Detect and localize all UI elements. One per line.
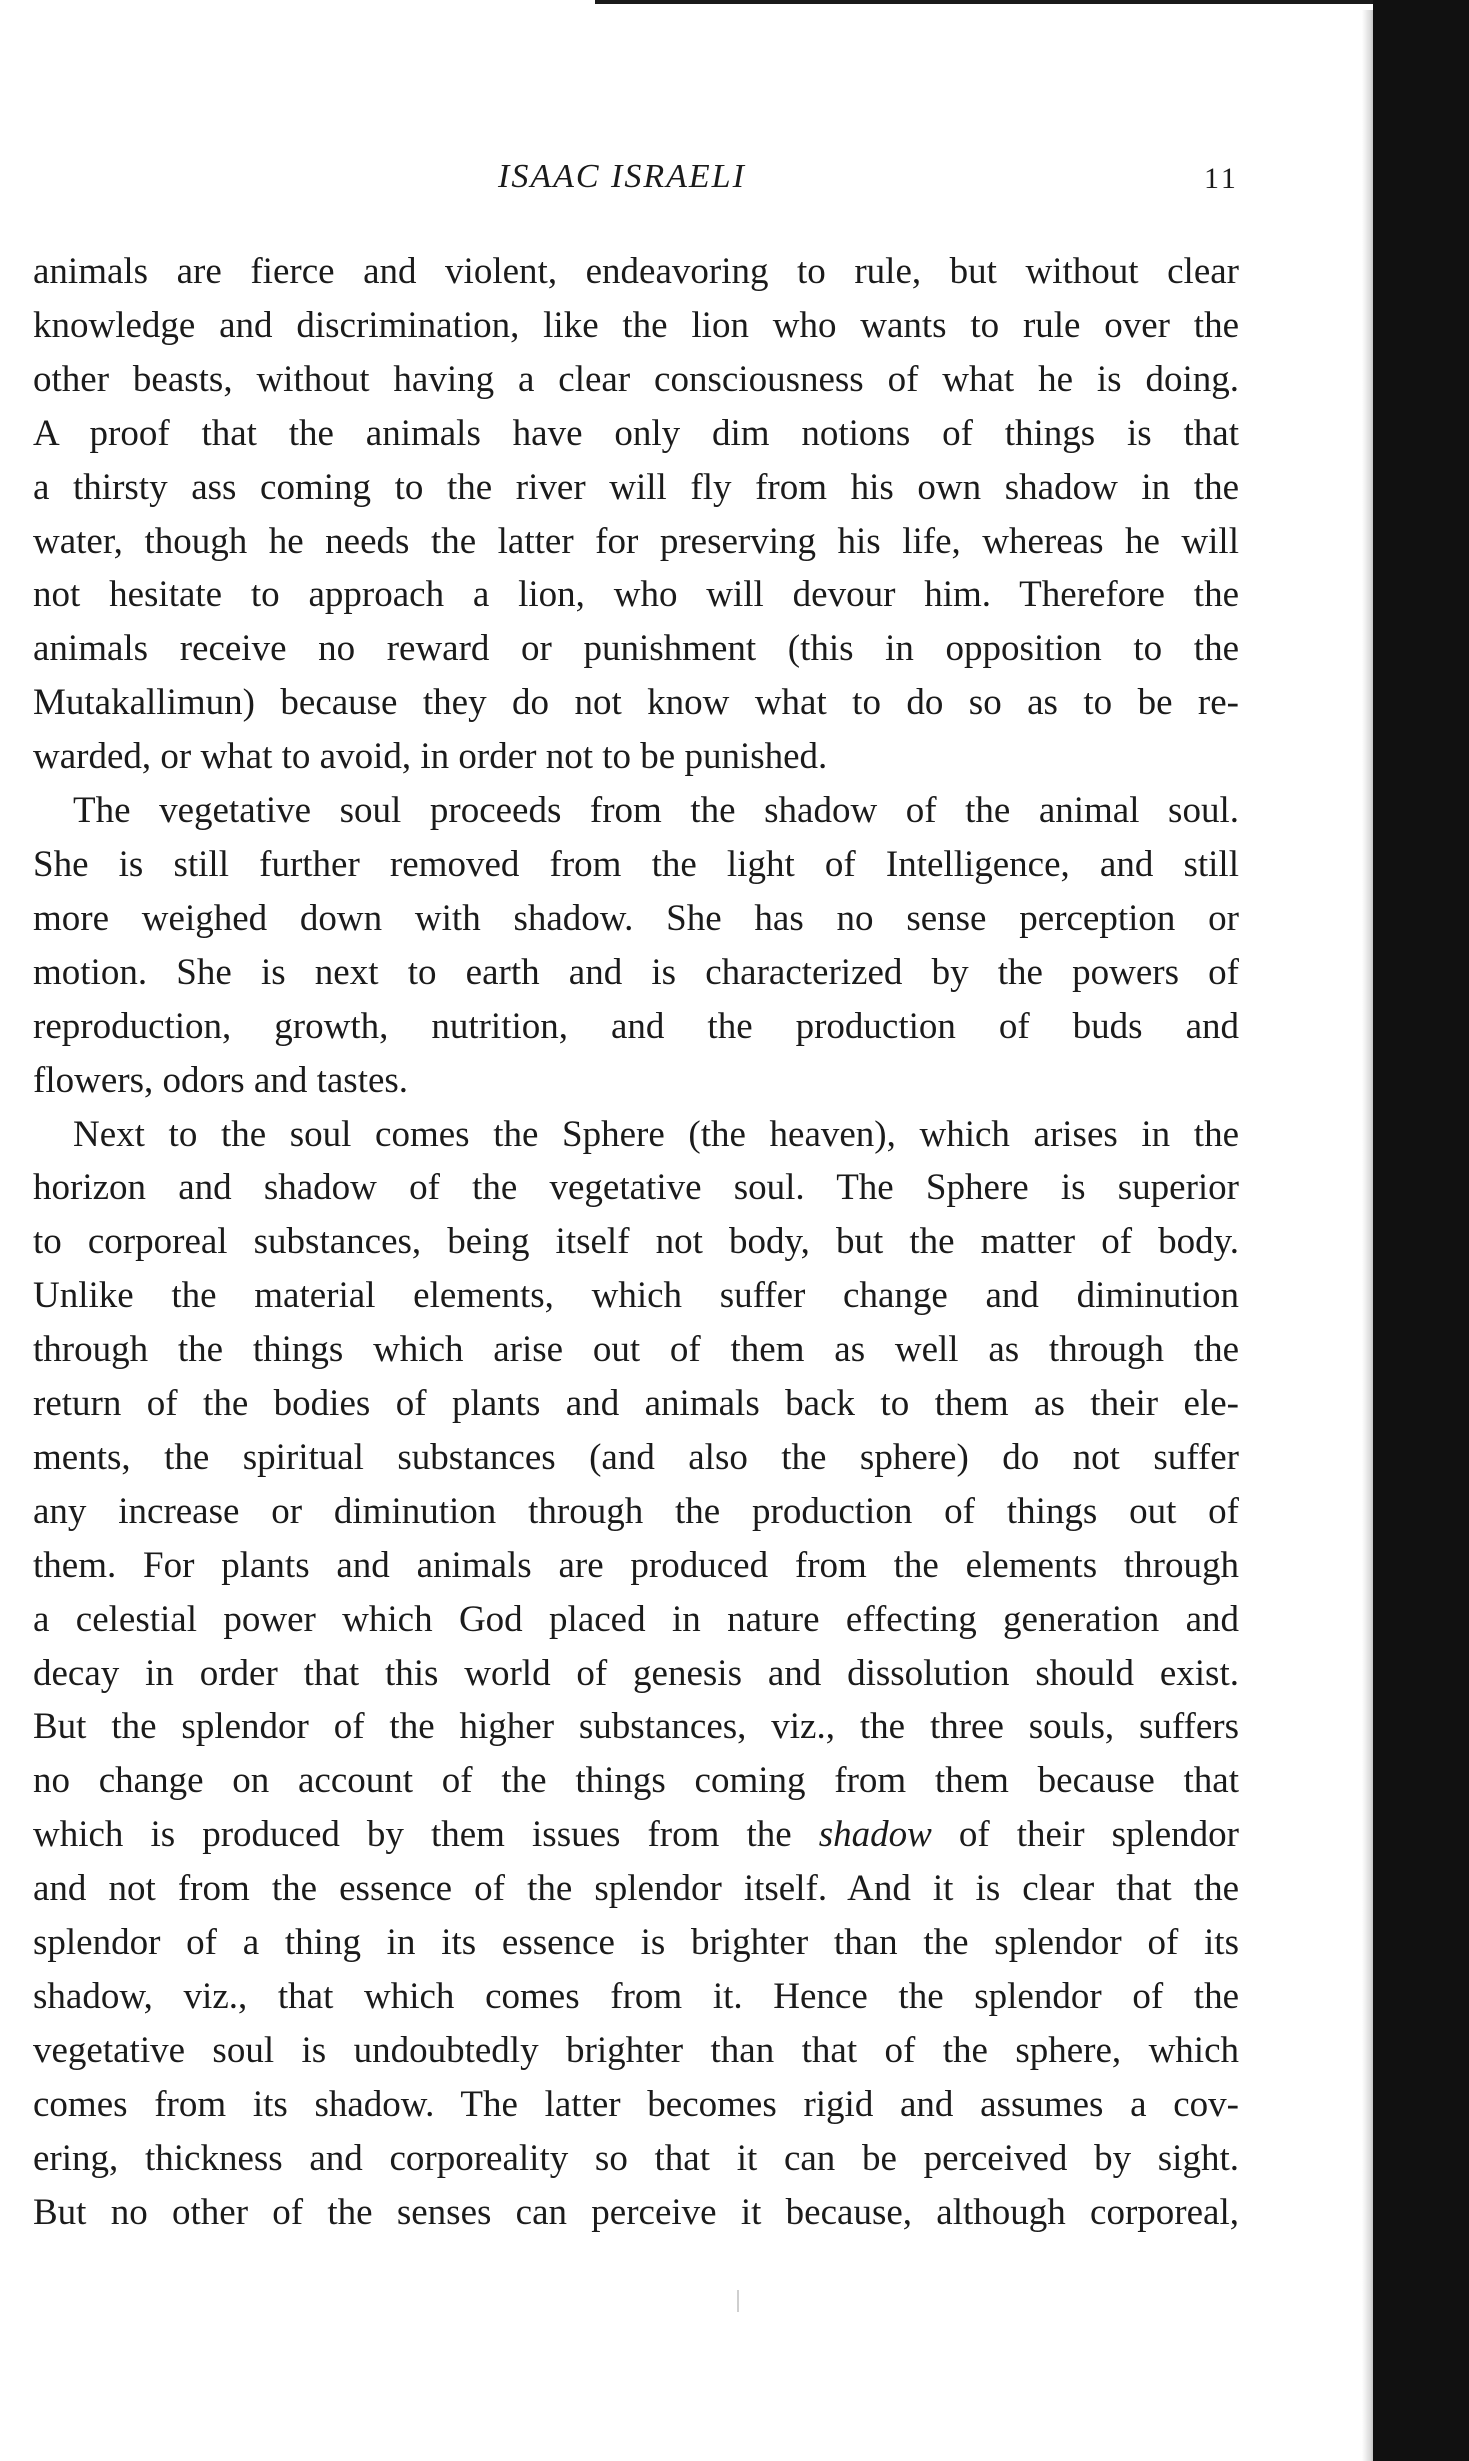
text-line: vegetative soul is undoubtedly brighter than that of the sphere, which — [33, 2029, 1239, 2071]
paragraph — [33, 784, 1239, 1107]
text-line: flowers, odors and tastes. — [33, 1059, 409, 1101]
text-line: A proof that the animals have only dim notions of things is that — [33, 412, 1239, 454]
text-line: ments, the spiritual substances (and also the sphere) do not suffer — [33, 1436, 1239, 1478]
text-line: through the things which arise out of them as well as through the — [33, 1329, 1239, 1371]
text-line: shadow, viz., that which comes from it. Hence the splendor of the — [33, 1976, 1239, 2017]
italic-emphasis: shadow — [818, 1814, 932, 1856]
text-line: But the splendor of the higher substances, viz., the three souls, suffers — [33, 1706, 1239, 1748]
text-line: animals are fierce and violent, endeavoring to rule, but without clear — [33, 251, 1239, 292]
text-line: comes from its shadow. The latter becomes rigid and assumes a cov- — [33, 2083, 1239, 2125]
text-line: water, though he needs the latter for preserving his life, whereas he will — [33, 520, 1239, 562]
text-line: to corporeal substances, being itself not body, but the matter of body. — [33, 1221, 1239, 1263]
scan-speck — [737, 2290, 739, 2312]
text-line: But no other of the senses can perceive it because, although corporeal, — [33, 2191, 1239, 2233]
text-line: Next to the soul comes the Sphere (the heaven), which arises in the — [73, 1113, 1239, 1155]
text-line: knowledge and discrimination, like the lion who wants to rule over the — [33, 304, 1239, 346]
body-text — [33, 245, 1239, 2240]
text-line: horizon and shadow of the vegetative soul. The Sphere is superior — [33, 1167, 1239, 1209]
text-line: decay in order that this world of genesis and dissolution should exist. — [33, 1652, 1239, 1694]
text-line: Mutakallimun) because they do not know what to do so as to be re- — [33, 682, 1239, 724]
text-line: a celestial power which God placed in nature effecting generation and — [33, 1598, 1239, 1640]
running-header — [0, 158, 1300, 208]
text-line: more weighed down with shadow. She has no sense perception or — [33, 897, 1239, 939]
text-line: not hesitate to approach a lion, who will devour him. Therefore the — [33, 574, 1239, 616]
text-line: and not from the essence of the splendor itself. And it is clear that the — [33, 1868, 1239, 1910]
text-line: which is produced by them issues from the shadow of their splendor — [33, 1814, 1240, 1856]
text-line: motion. She is next to earth and is characterized by the powers of — [33, 951, 1239, 993]
paragraph — [33, 1108, 1239, 2240]
text-line: other beasts, without having a clear consciousness of what he is doing. — [33, 358, 1239, 400]
running-title: ISAAC ISRAELI — [498, 158, 746, 195]
text-line: any increase or diminution through the production of things out of — [33, 1490, 1239, 1532]
text-line: splendor of a thing in its essence is brighter than the splendor of its — [33, 1922, 1239, 1964]
text-line: no change on account of the things coming from them because that — [33, 1760, 1239, 1802]
paragraph — [33, 245, 1239, 784]
text-line: a thirsty ass coming to the river will fly from his own shadow in the — [33, 466, 1239, 508]
text-line: reproduction, growth, nutrition, and the production of buds and — [33, 1005, 1239, 1047]
text-line: She is still further removed from the light of Intelligence, and still — [33, 843, 1239, 885]
text-line: them. For plants and animals are produced from the elements through — [33, 1544, 1239, 1586]
text-line: return of the bodies of plants and animals back to them as their ele- — [33, 1383, 1239, 1425]
text-line: The vegetative soul proceeds from the shadow of the animal soul. — [73, 790, 1239, 832]
top-rule — [595, 0, 1395, 4]
scanner-edge — [1373, 0, 1469, 2461]
page-number: 11 — [1204, 162, 1239, 195]
text-line: animals receive no reward or punishment (this in opposition to the — [33, 628, 1239, 670]
text-line: Unlike the material elements, which suffer change and diminution — [33, 1275, 1239, 1317]
text-line: warded, or what to avoid, in order not to be punished. — [33, 736, 828, 778]
text-line: ering, thickness and corporeality so that it can be perceived by sight. — [33, 2137, 1239, 2179]
